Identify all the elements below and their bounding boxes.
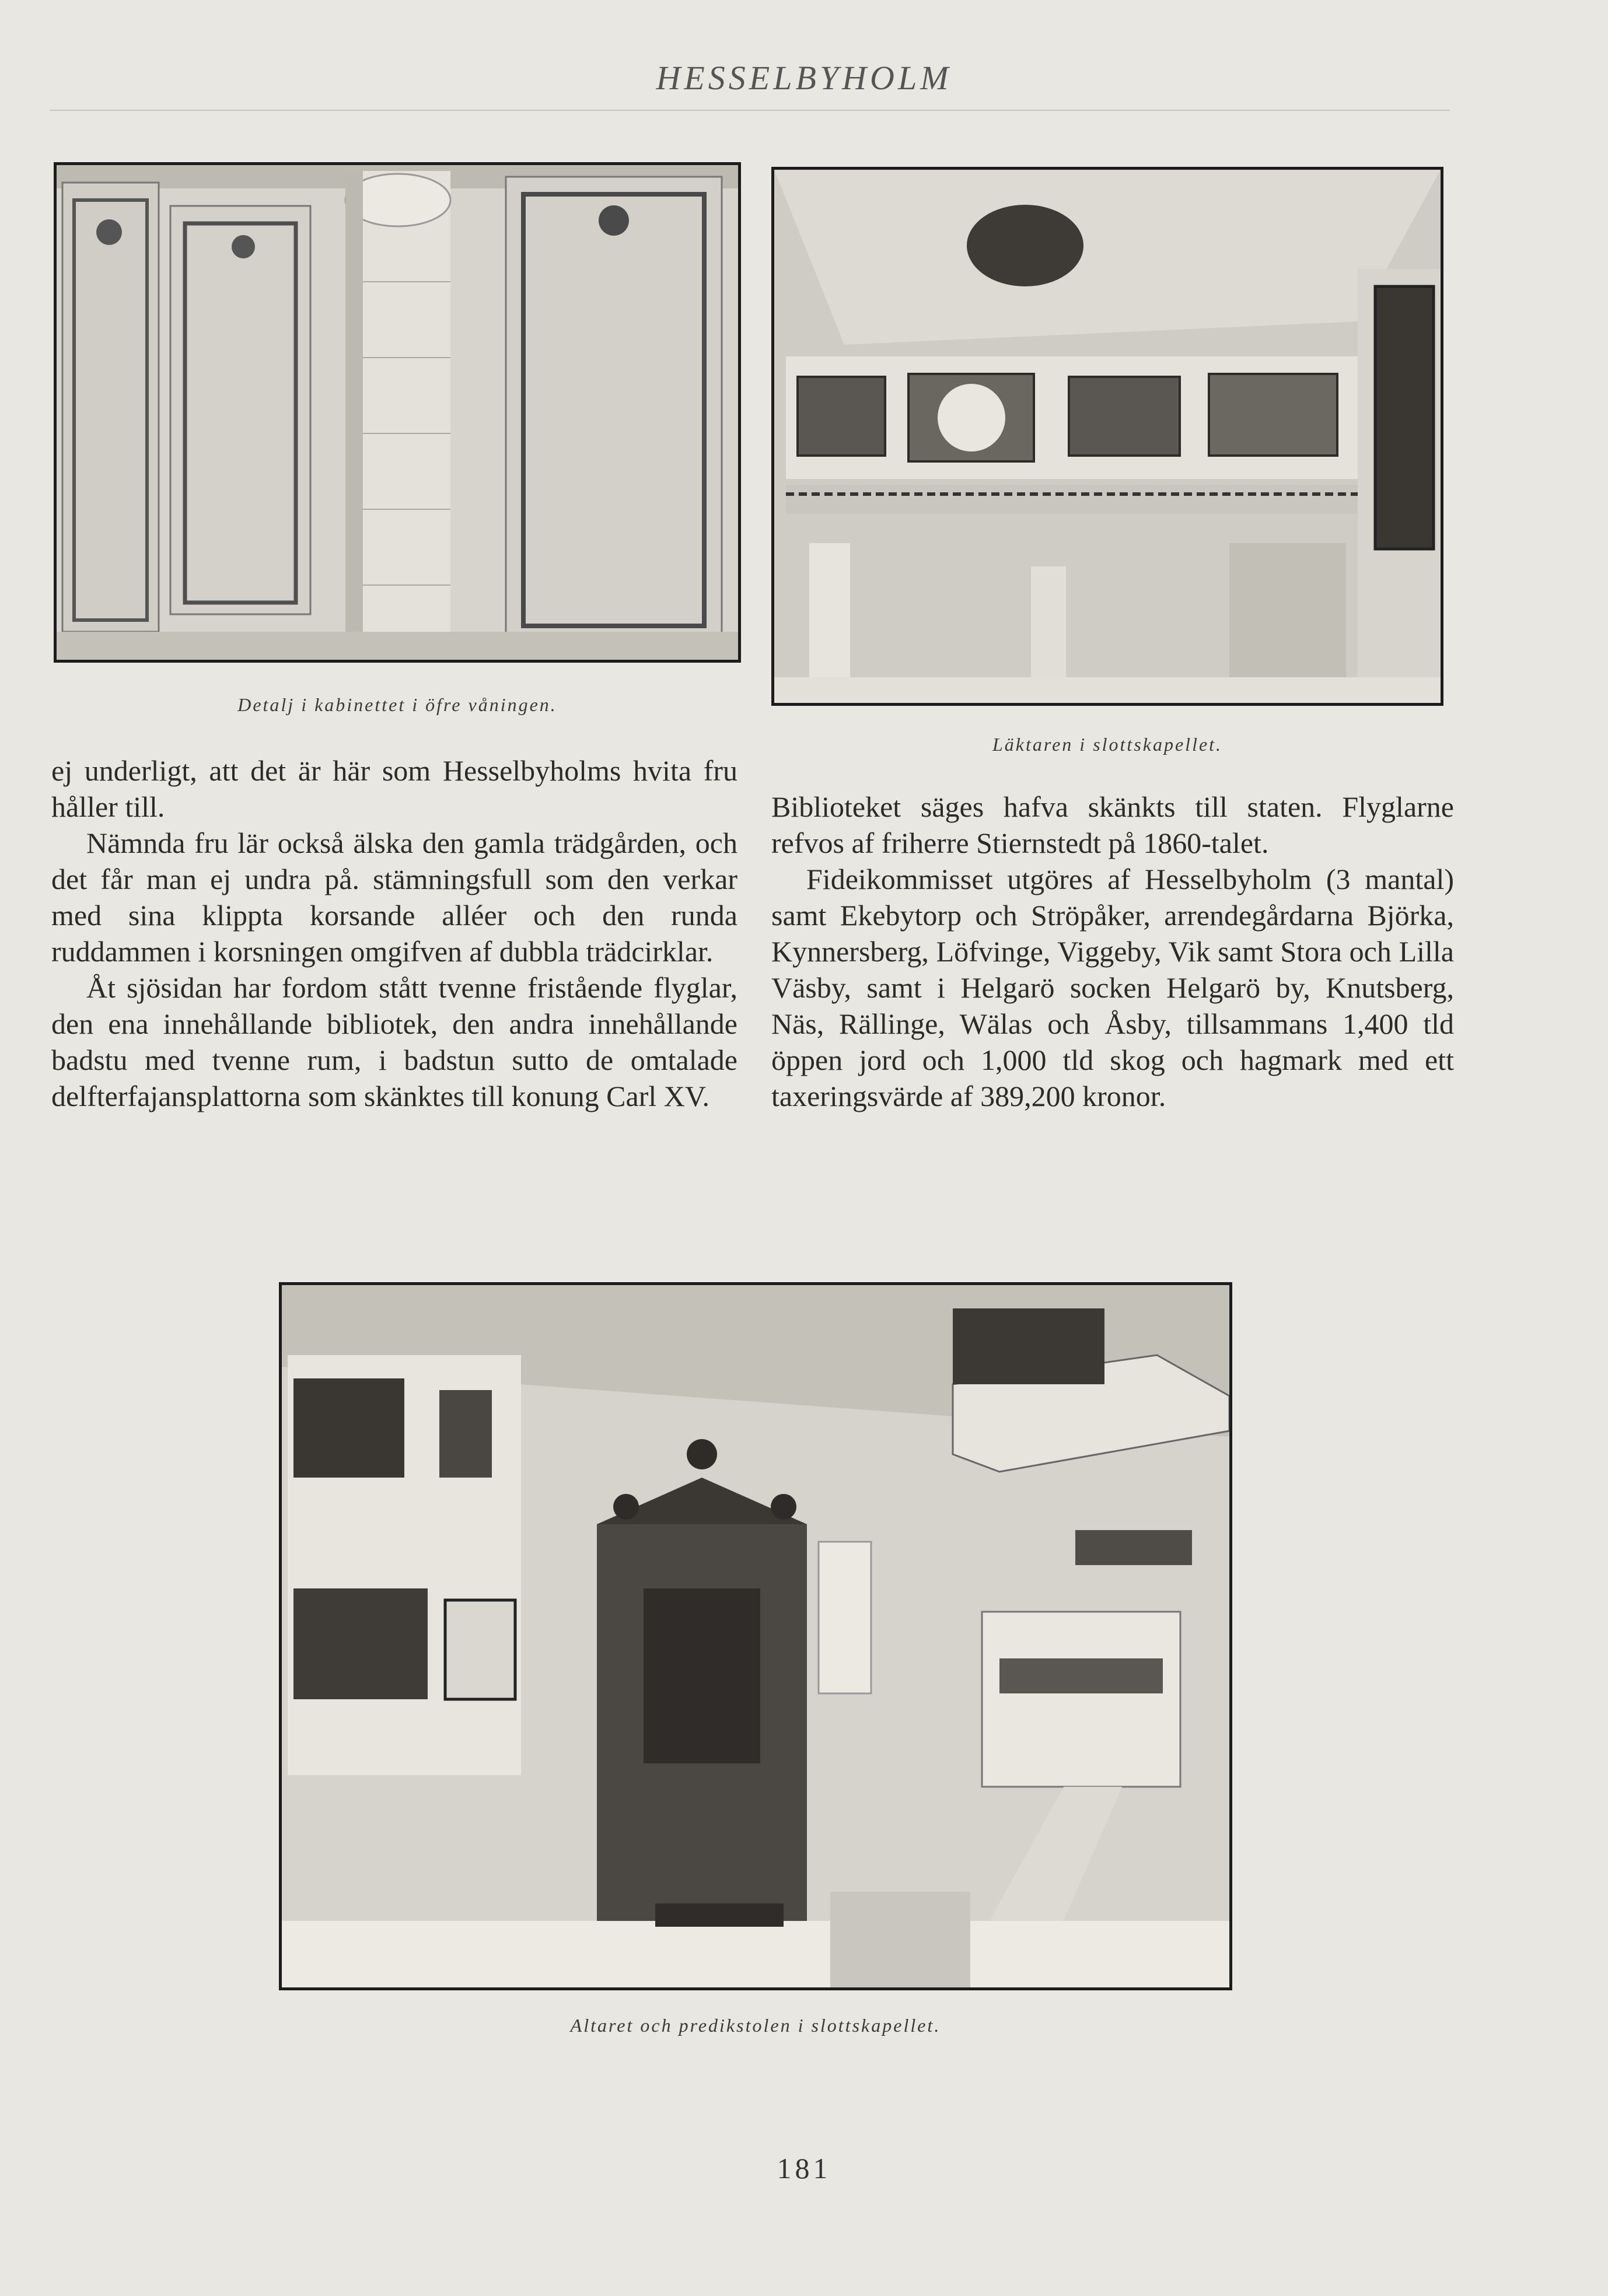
paragraph: Fideikommisset utgöres af Hesselbyholm (3 mantal) samt Ekebytorp och Ströpåker, arrendegårdarna Björka, Kynnersberg, Löfvinge, Viggeby, Vik samt Stora och Lilla Väsby, samt i Helgarö socken Helgarö by, Knutsberg, Näs, Rällinge, Wälas och Åsby, tillsammans 1,400 tld öppen jord och 1,000 tld skog och hagmark med ett taxeringsvärde af 389,200 kronor. <box>771 863 1454 1112</box>
paragraph: Åt sjösidan har fordom stått tvenne fristående flyglar, den ena innehållande bibliotek, den andra innehållande badstu med tvenne rum, i badstun sutto de omtalade delfterfajansplattorna som skänktes till konung Carl XV. <box>51 971 737 1112</box>
caption-gallery-chapel: Läktaren i slottskapellet. <box>992 734 1223 755</box>
text-column-left <box>51 752 737 1114</box>
paragraph: Biblioteket säges hafva skänkts till staten. Flyglarne refvos af friherre Stiernstedt på 1860-talet. <box>771 790 1454 859</box>
page-number: 181 <box>777 2152 831 2185</box>
altar-pulpit-image <box>282 1285 1229 1987</box>
caption-cabinet-detail: Detalj i kabinettet i öfre våningen. <box>237 694 557 715</box>
paragraph: Nämnda fru lär också älska den gamla trädgården, och det får man ej undra på. stämningsfull som den verkar med sina klippta korsande alléer och den runda ruddammen i korsningen omgifven af dubbla trädcirklar. <box>51 827 737 968</box>
caption-altar-pulpit: Altaret och predikstolen i slottskapellet. <box>570 2015 941 2036</box>
gallery-chapel-image <box>774 170 1441 703</box>
text-column-right <box>771 789 1454 1114</box>
header-rule <box>50 110 1450 111</box>
cabinet-detail-image <box>57 165 738 660</box>
running-head: HESSELBYHOLM <box>656 59 952 97</box>
paragraph: ej underligt, att det är här som Hesselbyholms hvita fru håller till. <box>51 754 737 823</box>
photo-cabinet-detail <box>54 162 741 663</box>
photo-altar-pulpit <box>279 1282 1232 1990</box>
photo-gallery-chapel <box>771 167 1443 706</box>
